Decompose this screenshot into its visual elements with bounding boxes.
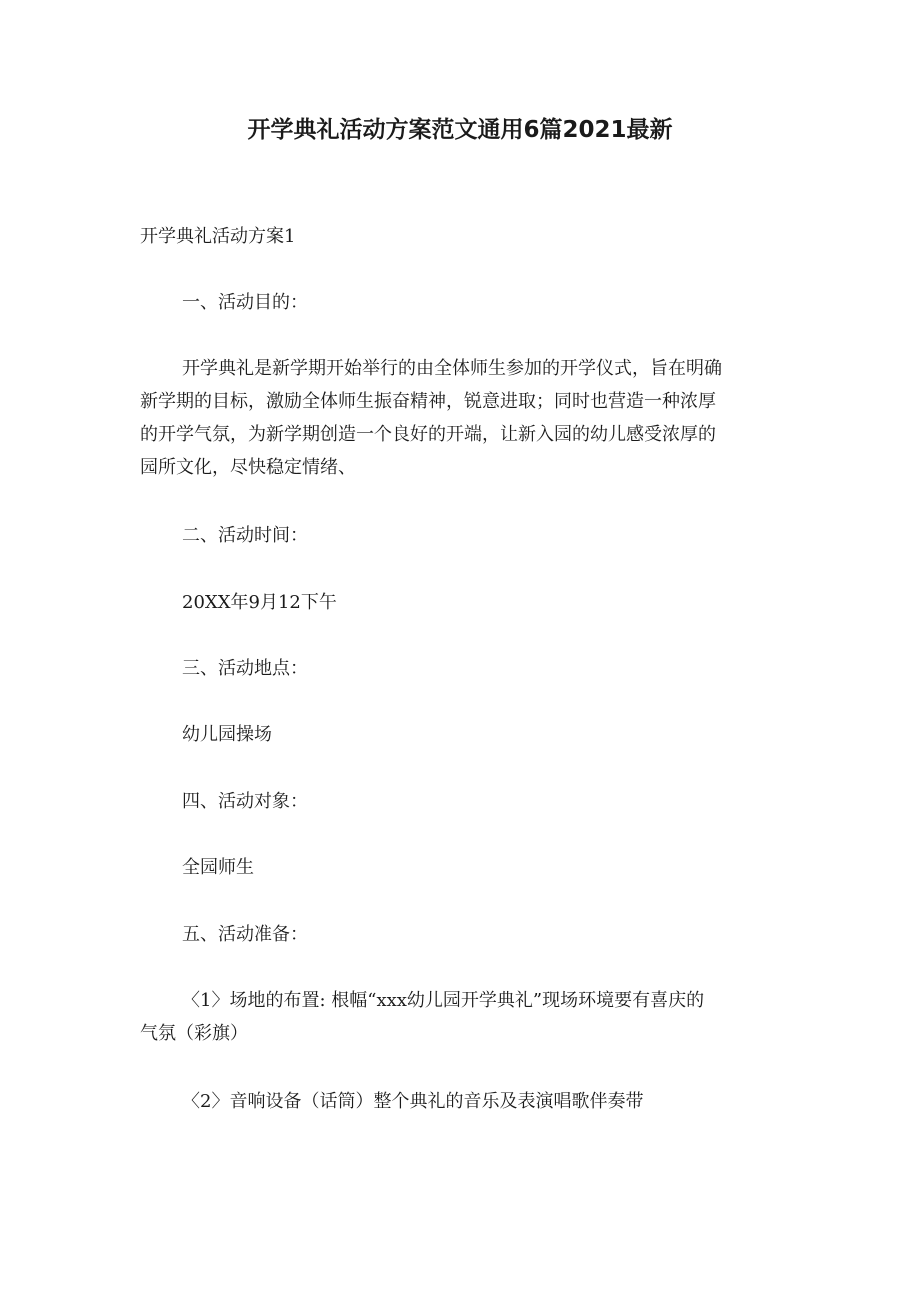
target-value: 全园师生 — [182, 857, 254, 878]
prep-item-1-line-1: 〈1〉场地的布置: 根幅“xxx幼儿园开学典礼”现场环境要有喜庆的 — [182, 990, 705, 1011]
place-heading: 三、活动地点： — [182, 658, 308, 679]
time-value: 20XX年9月12下午 — [182, 592, 337, 613]
goal-paragraph — [140, 352, 785, 484]
prep-heading: 五、活动准备： — [182, 924, 308, 945]
prep-item-1-line-2: 气氛（彩旗） — [140, 1023, 248, 1044]
target-heading: 四、活动对象： — [182, 791, 308, 812]
place-value: 幼儿园操场 — [182, 724, 272, 745]
goal-line-2: 新学期的目标，激励全体师生振奋精神，锐意进取；同时也营造一种浓厚 — [140, 391, 716, 412]
goal-line-3: 的开学气氛，为新学期创造一个良好的开端，让新入园的幼儿感受浓厚的 — [140, 424, 716, 445]
goal-heading: 一、活动目的： — [182, 292, 308, 313]
section-heading: 开学典礼活动方案1 — [140, 226, 296, 247]
prep-item-2: 〈2〉音响设备（话筒）整个典礼的音乐及表演唱歌伴奏带 — [182, 1091, 644, 1112]
goal-line-1: 开学典礼是新学期开始举行的由全体师生参加的开学仪式，旨在明确 — [182, 358, 722, 379]
time-heading: 二、活动时间： — [182, 525, 308, 546]
document-title: 开学典礼活动方案范文通用6篇2021最新 — [247, 117, 673, 143]
prep-item-1 — [140, 984, 785, 1050]
goal-line-4: 园所文化，尽快稳定情绪、 — [140, 457, 356, 478]
